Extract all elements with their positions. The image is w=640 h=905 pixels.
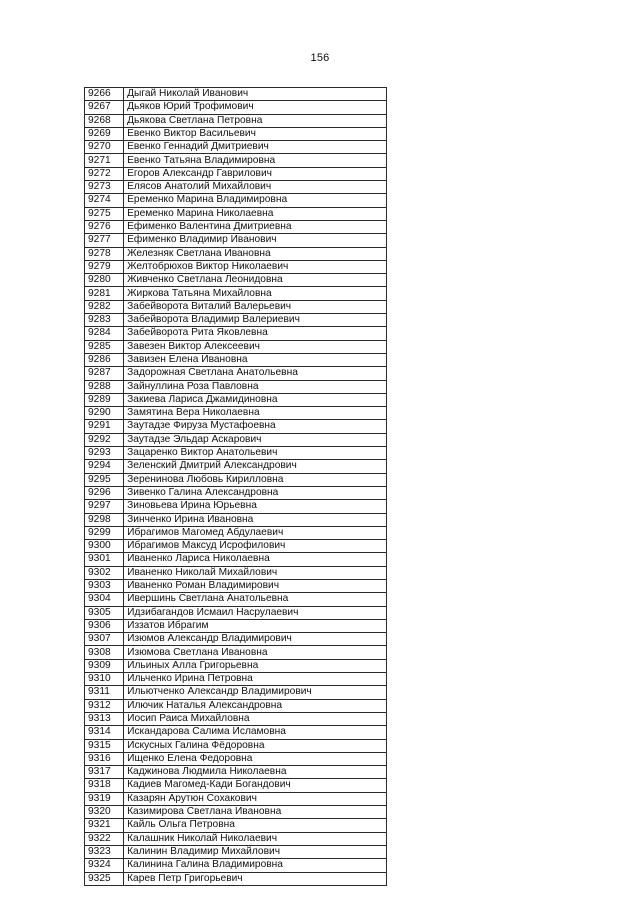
table-row [85,327,387,340]
table-row [85,314,387,327]
row-number-cell: 9291 [85,420,124,433]
full-name-cell: Дьякова Светлана Петровна [124,114,387,127]
full-name-cell: Елясов Анатолий Михайлович [124,181,387,194]
full-name-cell: Калинин Владимир Михайлович [124,845,387,858]
table-row [85,712,387,725]
full-name-cell: Зеленский Дмитрий Александрович [124,460,387,473]
row-number-cell: 9306 [85,619,124,632]
row-number-cell: 9297 [85,500,124,513]
full-name-cell: Зивенко Галина Александровна [124,486,387,499]
full-name-cell: Каджинова Людмила Николаевна [124,766,387,779]
row-number-cell: 9282 [85,300,124,313]
row-number-cell: 9317 [85,766,124,779]
table-row [85,420,387,433]
row-number-cell: 9325 [85,872,124,885]
full-name-cell: Еременко Марина Владимировна [124,194,387,207]
table-row [85,606,387,619]
row-number-cell: 9274 [85,194,124,207]
full-name-cell: Идзибагандов Исмаил Насрулаевич [124,606,387,619]
full-name-cell: Зиновьева Ирина Юрьевна [124,500,387,513]
full-name-cell: Изюмова Светлана Ивановна [124,646,387,659]
table-row [85,407,387,420]
table-row [85,686,387,699]
row-number-cell: 9322 [85,832,124,845]
row-number-cell: 9292 [85,433,124,446]
full-name-cell: Ильченко Ирина Петровна [124,673,387,686]
full-name-cell: Дьяков Юрий Трофимович [124,101,387,114]
row-number-cell: 9271 [85,154,124,167]
table-row [85,726,387,739]
full-name-cell: Кайль Ольга Петровна [124,819,387,832]
table-row [85,380,387,393]
row-number-cell: 9324 [85,859,124,872]
table-row [85,540,387,553]
row-number-cell: 9277 [85,234,124,247]
row-number-cell: 9279 [85,260,124,273]
table-row [85,260,387,273]
row-number-cell: 9293 [85,447,124,460]
table-row [85,181,387,194]
row-number-cell: 9266 [85,88,124,101]
full-name-cell: Еременко Марина Николаевна [124,207,387,220]
full-name-cell: Евенко Геннадий Дмитриевич [124,141,387,154]
full-name-cell: Задорожная Светлана Анатольевна [124,367,387,380]
row-number-cell: 9304 [85,593,124,606]
row-number-cell: 9313 [85,712,124,725]
table-row [85,619,387,632]
full-name-cell: Ильиных Алла Григорьевна [124,659,387,672]
full-name-cell: Иззатов Ибрагим [124,619,387,632]
row-number-cell: 9289 [85,393,124,406]
table-row [85,234,387,247]
table-row [85,579,387,592]
table-row [85,114,387,127]
row-number-cell: 9284 [85,327,124,340]
table-row [85,194,387,207]
full-name-cell: Искандарова Салима Исламовна [124,726,387,739]
full-name-cell: Желтобрюхов Виктор Николаевич [124,260,387,273]
row-number-cell: 9278 [85,247,124,260]
table-row [85,127,387,140]
full-name-cell: Железняк Светлана Ивановна [124,247,387,260]
table-row [85,699,387,712]
full-name-cell: Ивершинь Светлана Анатольевна [124,593,387,606]
table-row [85,367,387,380]
full-name-cell: Зеренинова Любовь Кирилловна [124,473,387,486]
row-number-cell: 9268 [85,114,124,127]
row-number-cell: 9311 [85,686,124,699]
full-name-cell: Жиркова Татьяна Михайловна [124,287,387,300]
roster-body [85,88,387,886]
full-name-cell: Калашник Николай Николаевич [124,832,387,845]
full-name-cell: Забейворота Владимир Валериевич [124,314,387,327]
row-number-cell: 9321 [85,819,124,832]
full-name-cell: Иваненко Роман Владимирович [124,579,387,592]
table-row [85,473,387,486]
full-name-cell: Завизен Елена Ивановна [124,353,387,366]
table-row [85,593,387,606]
roster-table [84,87,387,886]
full-name-cell: Заутадзе Фируза Мустафоевна [124,420,387,433]
full-name-cell: Калинина Галина Владимировна [124,859,387,872]
full-name-cell: Зинченко Ирина Ивановна [124,513,387,526]
row-number-cell: 9309 [85,659,124,672]
full-name-cell: Илючик Наталья Александровна [124,699,387,712]
full-name-cell: Иосип Раиса Михайловна [124,712,387,725]
table-row [85,220,387,233]
row-number-cell: 9298 [85,513,124,526]
table-row [85,633,387,646]
full-name-cell: Кадиев Магомед-Кади Богандович [124,779,387,792]
table-row [85,646,387,659]
table-row [85,207,387,220]
table-row [85,393,387,406]
row-number-cell: 9296 [85,486,124,499]
row-number-cell: 9285 [85,340,124,353]
row-number-cell: 9272 [85,167,124,180]
row-number-cell: 9276 [85,220,124,233]
table-row [85,673,387,686]
row-number-cell: 9267 [85,101,124,114]
row-number-cell: 9312 [85,699,124,712]
row-number-cell: 9310 [85,673,124,686]
full-name-cell: Заутадзе Эльдар Аскарович [124,433,387,446]
row-number-cell: 9290 [85,407,124,420]
table-row [85,154,387,167]
table-row [85,340,387,353]
full-name-cell: Карев Петр Григорьевич [124,872,387,885]
table-row [85,88,387,101]
full-name-cell: Ефименко Валентина Дмитриевна [124,220,387,233]
full-name-cell: Зайнуллина Роза Павловна [124,380,387,393]
full-name-cell: Казимирова Светлана Ивановна [124,806,387,819]
row-number-cell: 9323 [85,845,124,858]
table-row [85,513,387,526]
table-row [85,101,387,114]
table-row [85,752,387,765]
table-row [85,526,387,539]
row-number-cell: 9286 [85,353,124,366]
full-name-cell: Изюмов Александр Владимирович [124,633,387,646]
row-number-cell: 9275 [85,207,124,220]
full-name-cell: Иваненко Николай Михайлович [124,566,387,579]
full-name-cell: Евенко Татьяна Владимировна [124,154,387,167]
row-number-cell: 9307 [85,633,124,646]
row-number-cell: 9302 [85,566,124,579]
table-row [85,287,387,300]
table-row [85,806,387,819]
table-row [85,486,387,499]
row-number-cell: 9283 [85,314,124,327]
full-name-cell: Забейворота Виталий Валерьевич [124,300,387,313]
row-number-cell: 9303 [85,579,124,592]
row-number-cell: 9320 [85,806,124,819]
full-name-cell: Евенко Виктор Васильевич [124,127,387,140]
table-row [85,247,387,260]
table-row [85,460,387,473]
table-row [85,553,387,566]
full-name-cell: Забейворота Рита Яковлевна [124,327,387,340]
full-name-cell: Егоров Александр Гаврилович [124,167,387,180]
full-name-cell: Закиева Лариса Джамидиновна [124,393,387,406]
row-number-cell: 9300 [85,540,124,553]
full-name-cell: Иваненко Лариса Николаевна [124,553,387,566]
full-name-cell: Замятина Вера Николаевна [124,407,387,420]
row-number-cell: 9299 [85,526,124,539]
table-row [85,353,387,366]
full-name-cell: Ибрагимов Максуд Исрофилович [124,540,387,553]
table-row [85,566,387,579]
row-number-cell: 9295 [85,473,124,486]
row-number-cell: 9269 [85,127,124,140]
table-row [85,659,387,672]
full-name-cell: Ильютченко Александр Владимирович [124,686,387,699]
table-row [85,779,387,792]
table-row [85,433,387,446]
page-number: 156 [310,52,330,64]
full-name-cell: Ибрагимов Магомед Абдулаевич [124,526,387,539]
table-row [85,766,387,779]
table-row [85,141,387,154]
table-row [85,832,387,845]
full-name-cell: Завезен Виктор Алексеевич [124,340,387,353]
table-row [85,819,387,832]
row-number-cell: 9305 [85,606,124,619]
row-number-cell: 9301 [85,553,124,566]
table-row [85,792,387,805]
full-name-cell: Ищенко Елена Федоровна [124,752,387,765]
row-number-cell: 9287 [85,367,124,380]
full-name-cell: Дыгай Николай Иванович [124,88,387,101]
row-number-cell: 9294 [85,460,124,473]
row-number-cell: 9270 [85,141,124,154]
row-number-cell: 9308 [85,646,124,659]
table-row [85,300,387,313]
full-name-cell: Зацаренко Виктор Анатольевич [124,447,387,460]
row-number-cell: 9280 [85,274,124,287]
table-row [85,739,387,752]
table-row [85,274,387,287]
row-number-cell: 9318 [85,779,124,792]
row-number-cell: 9314 [85,726,124,739]
table-row [85,859,387,872]
table-row [85,872,387,885]
table-row [85,845,387,858]
full-name-cell: Казарян Арутюн Сохакович [124,792,387,805]
table-row [85,447,387,460]
row-number-cell: 9316 [85,752,124,765]
full-name-cell: Живченко Светлана Леонидовна [124,274,387,287]
row-number-cell: 9315 [85,739,124,752]
table-row [85,167,387,180]
row-number-cell: 9288 [85,380,124,393]
row-number-cell: 9281 [85,287,124,300]
row-number-cell: 9273 [85,181,124,194]
row-number-cell: 9319 [85,792,124,805]
table-row [85,500,387,513]
full-name-cell: Ефименко Владимир Иванович [124,234,387,247]
full-name-cell: Искусных Галина Фёдоровна [124,739,387,752]
